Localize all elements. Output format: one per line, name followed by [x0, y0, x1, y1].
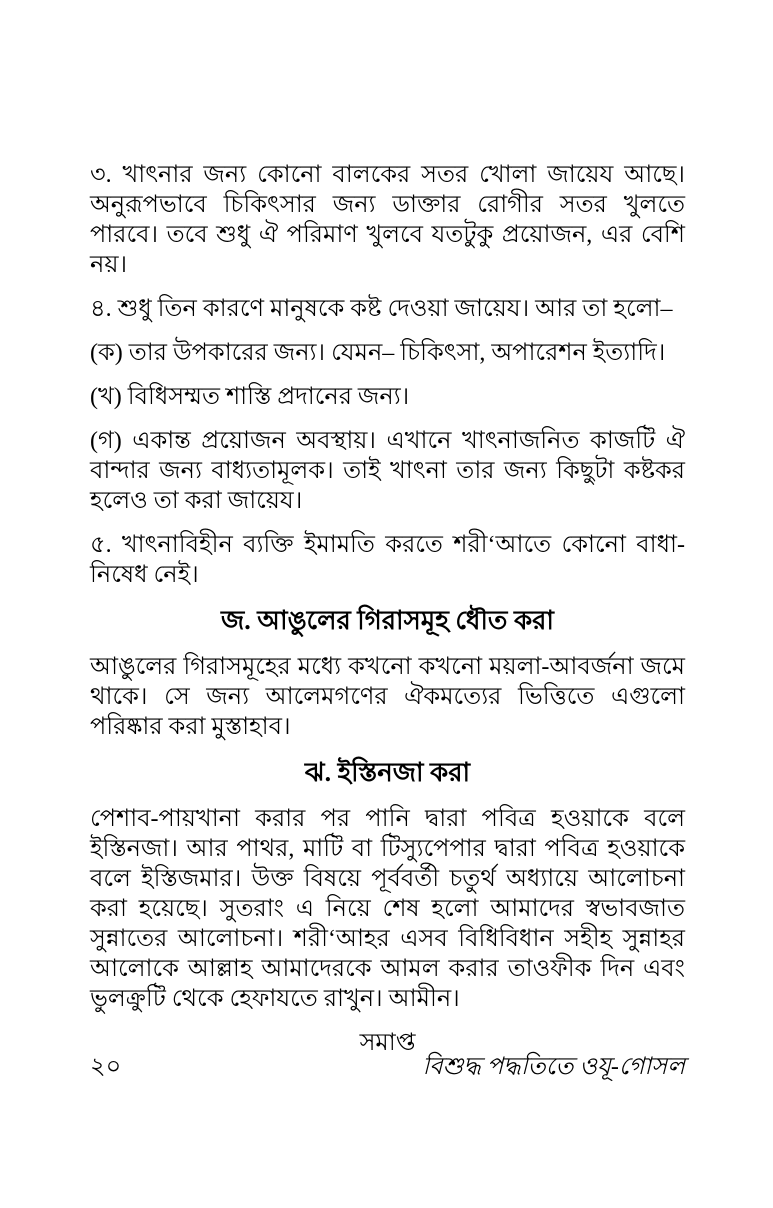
- page-footer: [90, 1052, 685, 1082]
- section-heading-jha: ঝ. ইস্তিনজা করা: [304, 758, 471, 787]
- book-title: বিশুদ্ধ পদ্ধতিতে ওযূ-গোসল: [422, 1054, 685, 1080]
- lettered-item-ga: (গ) একান্ত প্রয়োজন অবস্থায়। এখানে খাৎনাজনিত কাজটি ঐ বান্দার জন্য বাধ্যতামূলক। তাই খাৎনা তার জন্য কিছুটা কষ্টকর হলেও তা করা জায়েয।: [90, 428, 685, 514]
- paragraph-istinja: পেশাব-পায়খানা করার পর পানি দ্বারা পবিত্র হওয়াকে বলে ইস্তিনজা। আর পাথর, মাটি বা টিস্যুপেপার দ্বারা পবিত্র হওয়াকে বলে ইস্তিজমার। উক্ত বিষয়ে পূর্ববর্তী চতুর্থ অধ্যায়ে আলোচনা করা হয়েছে। সুতরাং এ নিয়ে শেষ হলো আমাদের স্বভাবজাত সুন্নাতের আলোচনা। শরী‘আহর এসব বিধিবিধান সহীহ সুন্নাহর আলোকে আল্লাহ আমাদেরকে আমল করার তাওফীক দিন এবং ভুলক্রুটি থেকে হেফাযতে রাখুন। আমীন।: [90, 806, 685, 1012]
- page-body: [90, 160, 685, 1058]
- section-heading-ja: জ. আঙুলের গিরাসমূহ ধৌত করা: [221, 606, 554, 635]
- page-number: ২০: [90, 1054, 122, 1080]
- end-mark: সমাপ্ত: [359, 1030, 416, 1056]
- numbered-item-5: ৫. খাৎনাবিহীন ব্যক্তি ইমামতি করতে শরী‘আতে কোনো বাধা-নিষেধ নেই।: [90, 532, 685, 588]
- paragraph-finger-joints: আঙুলের গিরাসমূহের মধ্যে কখনো কখনো ময়লা-আবর্জনা জমে থাকে। সে জন্য আলেমগণের ঐকমত্যের ভিত্তিতে এগুলো পরিষ্কার করা মুস্তাহাব।: [90, 654, 685, 740]
- numbered-item-4: ৪. শুধু তিন কারণে মানুষকে কষ্ট দেওয়া জায়েয। আর তা হলো–: [90, 296, 673, 322]
- lettered-item-kha: (খ) বিধিসম্মত শাস্তি প্রদানের জন্য।: [90, 384, 410, 410]
- lettered-item-ka: (ক) তার উপকারের জন্য। যেমন– চিকিৎসা, অপারেশন ইত্যাদি।: [90, 340, 666, 366]
- numbered-item-3: ৩. খাৎনার জন্য কোনো বালকের সতর খোলা জায়েয আছে। অনুরূপভাবে চিকিৎসার জন্য ডাক্তার রোগীর সতর খুলতে পারবে। তবে শুধু ঐ পরিমাণ খুলবে যতটুকু প্রয়োজন, এর বেশি নয়।: [90, 162, 685, 278]
